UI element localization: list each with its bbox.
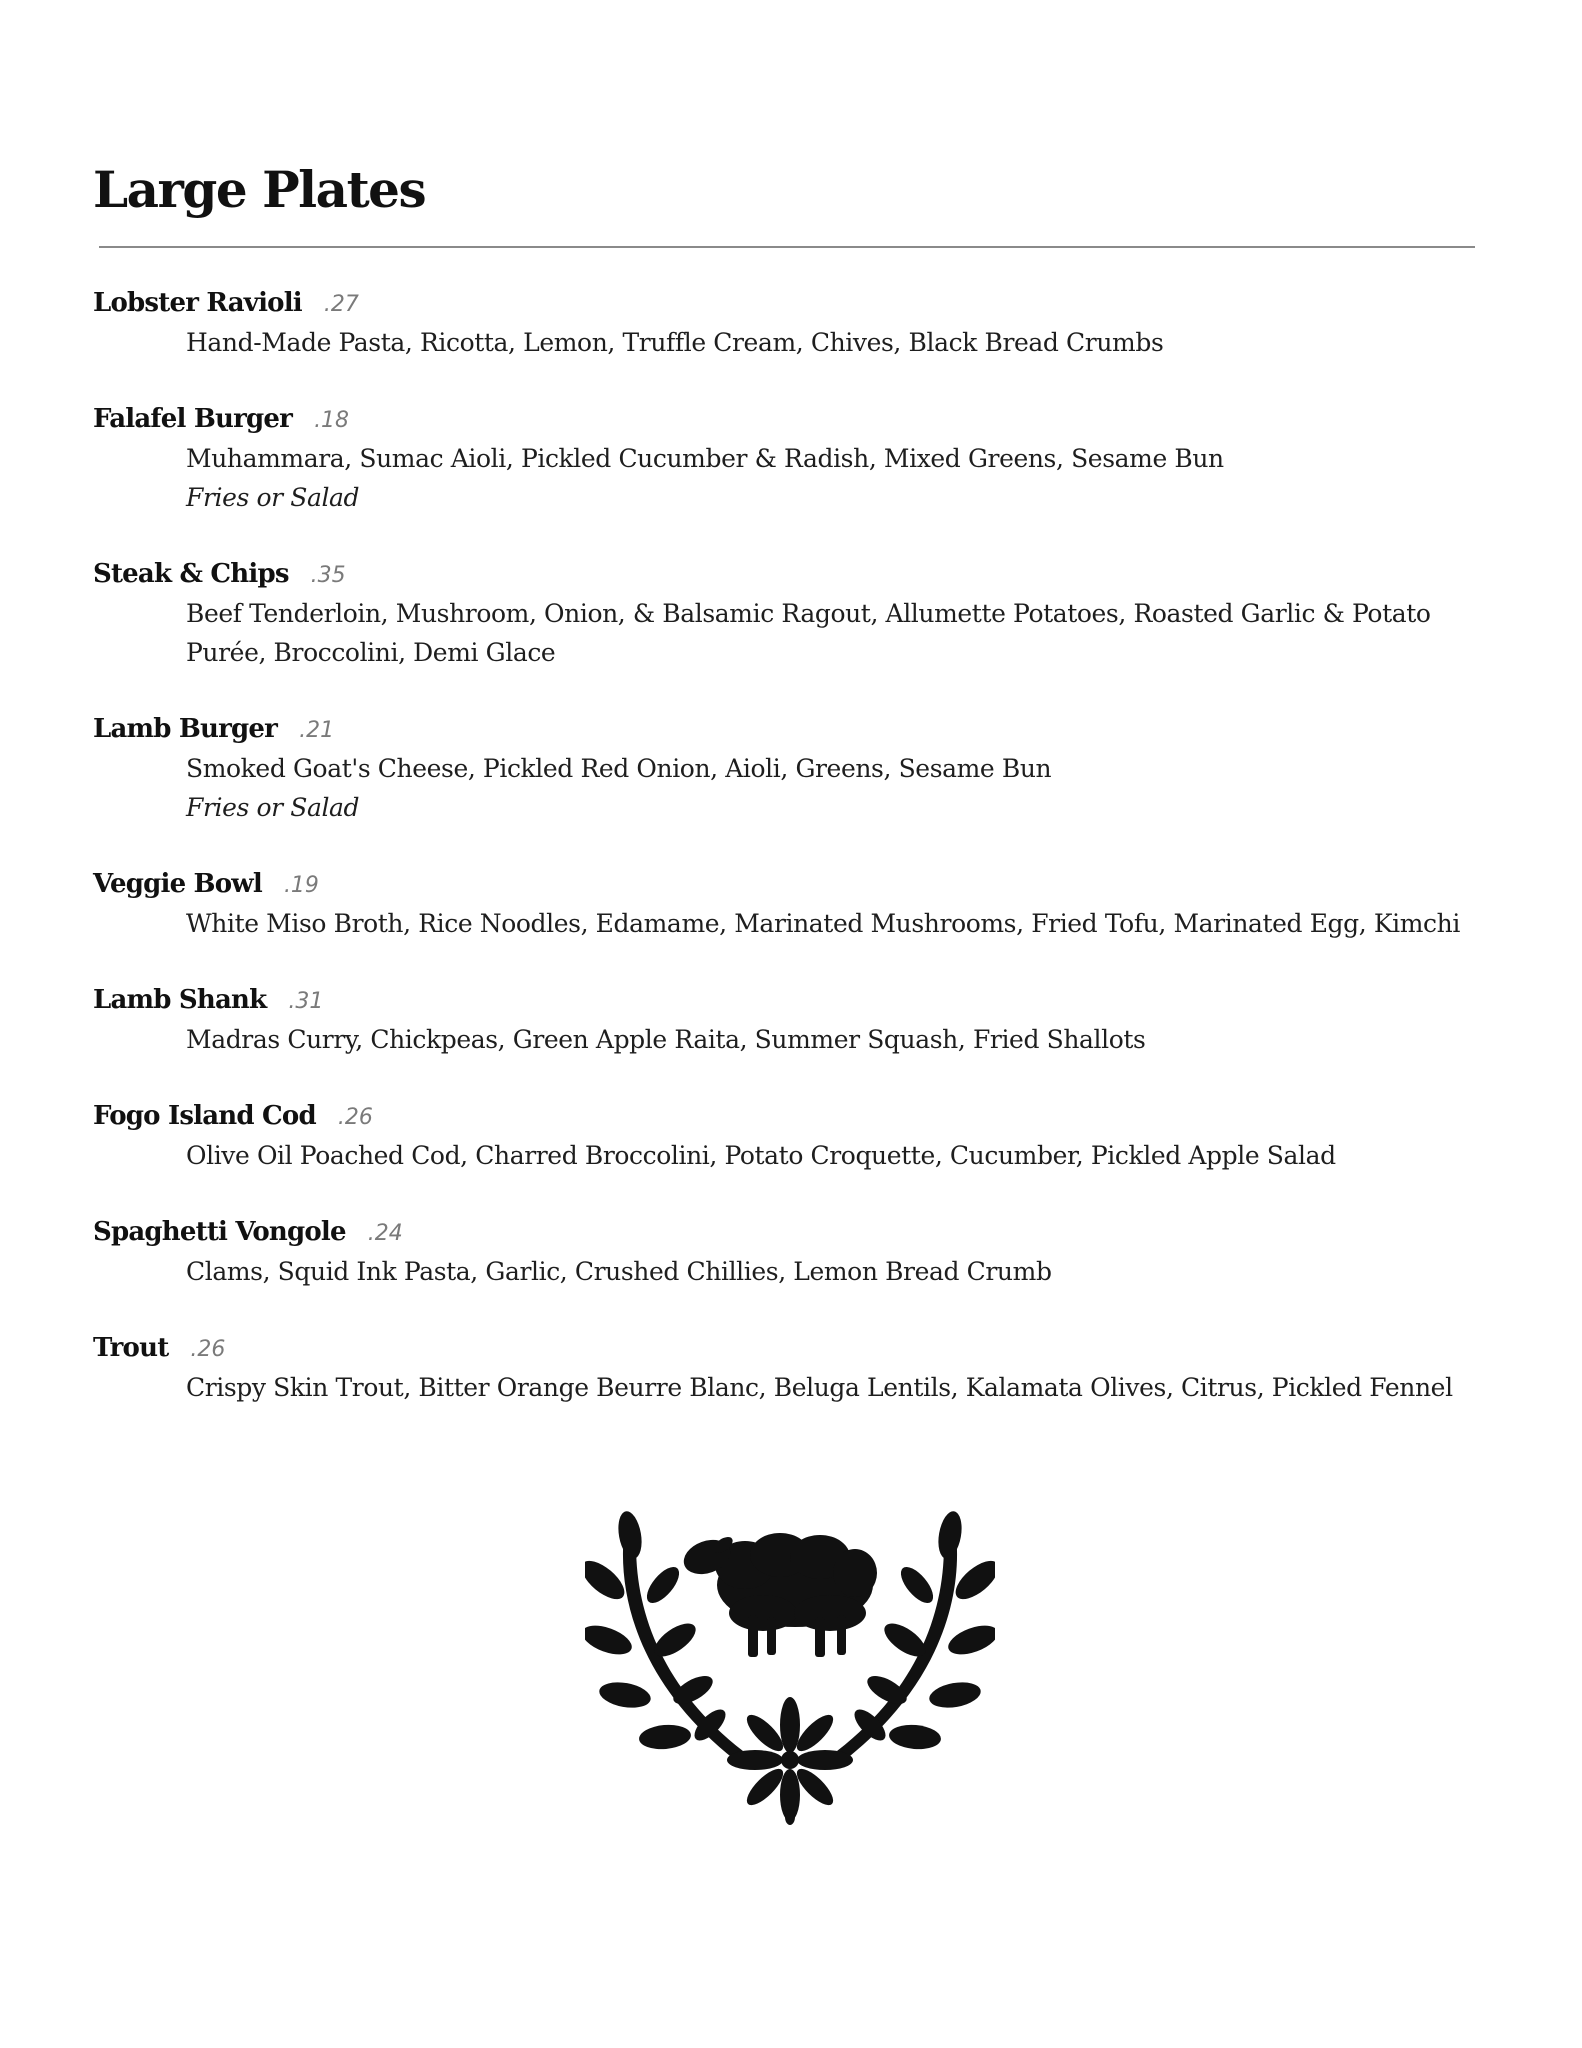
menu-item-description: Hand-Made Pasta, Ricotta, Lemon, Truffle Cream, Chives, Black Bread Crumbs bbox=[186, 328, 1164, 357]
menu-item-lamb-shank bbox=[93, 980, 1513, 1059]
menu-item-header bbox=[93, 554, 1513, 594]
menu-list bbox=[93, 283, 1513, 1444]
menu-item-header bbox=[93, 1096, 1513, 1136]
menu-item-price: .27 bbox=[323, 292, 359, 317]
menu-item-lobster-ravioli bbox=[93, 283, 1513, 362]
menu-item-falafel-burger bbox=[93, 399, 1513, 517]
menu-item-name: Fogo Island Cod bbox=[93, 1101, 316, 1131]
menu-item-steak-chips bbox=[93, 554, 1513, 672]
menu-item-header bbox=[93, 1328, 1513, 1368]
menu-item-veggie-bowl bbox=[93, 864, 1513, 943]
menu-item-side-option: Fries or Salad bbox=[186, 483, 360, 512]
menu-item-name: Spaghetti Vongole bbox=[93, 1217, 346, 1247]
menu-item-description: Olive Oil Poached Cod, Charred Broccolini, Potato Croquette, Cucumber, Pickled Apple Salad bbox=[186, 1141, 1336, 1170]
menu-item-name: Trout bbox=[93, 1333, 169, 1363]
menu-item-name: Steak & Chips bbox=[93, 559, 289, 589]
menu-item-lamb-burger bbox=[93, 709, 1513, 827]
menu-item-fogo-island-cod bbox=[93, 1096, 1513, 1175]
menu-item-price: .26 bbox=[190, 1337, 226, 1362]
menu-item-spaghetti-vongole bbox=[93, 1212, 1513, 1291]
menu-item-name: Falafel Burger bbox=[93, 404, 293, 434]
menu-item-side-option: Fries or Salad bbox=[186, 793, 360, 822]
menu-item-price: .19 bbox=[283, 873, 319, 898]
menu-item-name: Lamb Burger bbox=[93, 714, 278, 744]
flower-icon bbox=[727, 1697, 853, 1825]
menu-item-name: Lobster Ravioli bbox=[93, 288, 302, 318]
menu-item-description: Clams, Squid Ink Pasta, Garlic, Crushed Chillies, Lemon Bread Crumb bbox=[186, 1257, 1052, 1286]
menu-item-header bbox=[93, 399, 1513, 439]
menu-item-price: .18 bbox=[314, 408, 350, 433]
menu-item-price: .35 bbox=[310, 563, 346, 588]
menu-item-description: White Miso Broth, Rice Noodles, Edamame, Marinated Mushrooms, Fried Tofu, Marinated Egg, Kimchi bbox=[186, 909, 1460, 938]
menu-item-price: .26 bbox=[337, 1105, 373, 1130]
menu-item-header bbox=[93, 1212, 1513, 1252]
menu-item-description: Smoked Goat's Cheese, Pickled Red Onion, Aioli, Greens, Sesame Bun bbox=[186, 754, 1052, 783]
menu-item-header bbox=[93, 864, 1513, 904]
sheep-icon bbox=[679, 1533, 877, 1657]
menu-item-description: Muhammara, Sumac Aioli, Pickled Cucumber & Radish, Mixed Greens, Sesame Bun bbox=[186, 444, 1224, 473]
menu-item-price: .21 bbox=[299, 718, 335, 743]
menu-item-description: Crispy Skin Trout, Bitter Orange Beurre Blanc, Beluga Lentils, Kalamata Olives, Citrus, Pickled Fennel bbox=[186, 1373, 1453, 1402]
menu-item-name: Veggie Bowl bbox=[93, 869, 262, 899]
menu-item-price: .31 bbox=[288, 989, 324, 1014]
title-divider bbox=[99, 246, 1475, 248]
menu-item-trout bbox=[93, 1328, 1513, 1407]
menu-item-price: .24 bbox=[367, 1221, 403, 1246]
menu-item-description: Madras Curry, Chickpeas, Green Apple Raita, Summer Squash, Fried Shallots bbox=[186, 1025, 1146, 1054]
menu-item-header bbox=[93, 283, 1513, 323]
menu-item-description: Beef Tenderloin, Mushroom, Onion, & Balsamic Ragout, Allumette Potatoes, Roasted Garlic & Potato Purée, Broccolini, Demi Glace bbox=[186, 599, 1431, 667]
menu-item-header bbox=[93, 709, 1513, 749]
page-title: Large Plates bbox=[93, 160, 426, 219]
menu-item-name: Lamb Shank bbox=[93, 985, 267, 1015]
menu-item-header bbox=[93, 980, 1513, 1020]
sheep-wreath-icon bbox=[585, 1505, 995, 1825]
